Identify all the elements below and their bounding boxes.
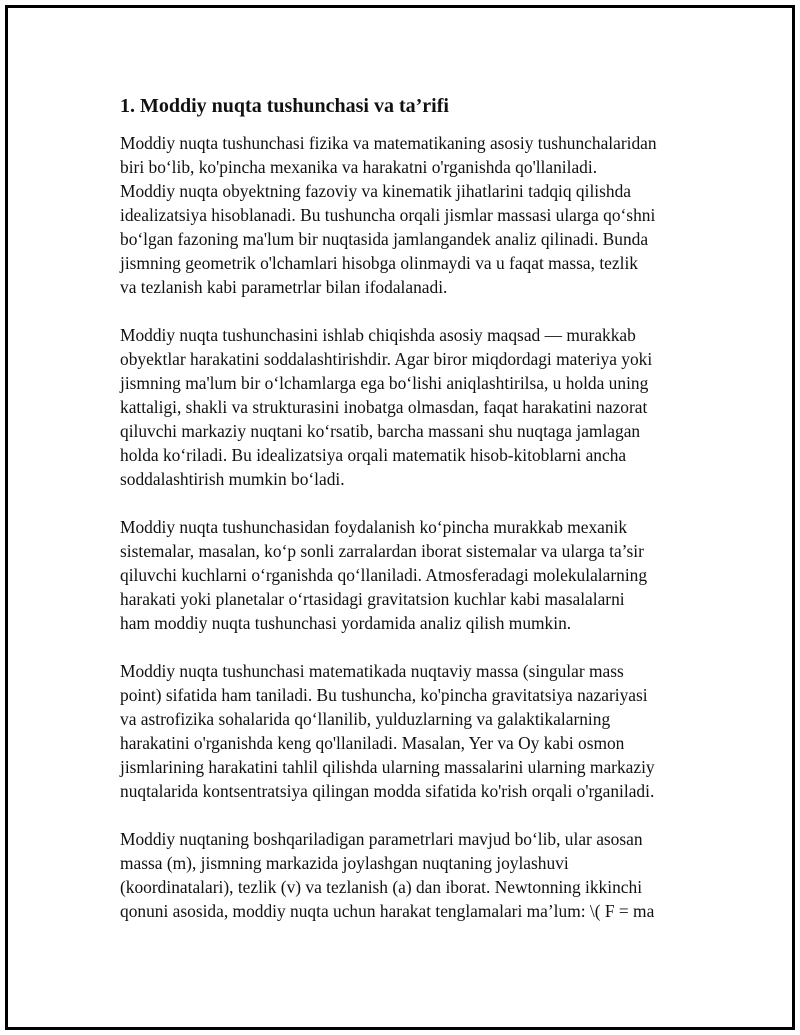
page-frame xyxy=(5,5,795,1030)
paragraph-5: Moddiy nuqtaning boshqariladigan parametrlari mavjud bo‘lib, ular asosan massa (m), jismning markazida joylashgan nuqtaning joylashuvi (koordinatalari), tezlik (v) va tezlanish (a) dan iborat. Newtonning ikkinchi qonuni asosida, moddiy nuqta uchun harakat tenglamalari ma’lum: \( F = ma xyxy=(120,829,655,921)
document-body xyxy=(120,92,695,947)
paragraph-3: Moddiy nuqta tushunchasidan foydalanish ko‘pincha murakkab mexanik sistemalar, masalan, ko‘p sonli zarralardan iborat sistemalar va ularga ta’sir qiluvchi kuchlarni o‘rganishda qo‘llaniladi. Atmosferadagi molekulalarning harakati yoki planetalar o‘rtasidagi gravitatsion kuchlar kabi masalalarni ham moddiy nuqta tushunchasi yordamida analiz qilish mumkin. xyxy=(120,517,648,633)
paragraph-1: Moddiy nuqta tushunchasi fizika va matematikaning asosiy tushunchalaridan biri bo‘lib, ko'pincha mexanika va harakatni o'rganishda qo'llaniladi. Moddiy nuqta obyektning fazoviy va kinematik jihatlarini tadqiq qilishda idealizatsiya hisoblanadi. Bu tushuncha orqali jismlar massasi ularga qo‘shni bo‘lgan fazoning ma'lum bir nuqtasida jamlangandek analiz qilinadi. Bunda jismning geometrik o'lchamlari hisobga olinmaydi va u faqat massa, tezlik va tezlanish kabi parametrlar bilan ifodalanadi. xyxy=(120,133,657,297)
section-heading: 1. Moddiy nuqta tushunchasi va ta’rifi xyxy=(120,95,449,117)
paragraph-2: Moddiy nuqta tushunchasini ishlab chiqishda asosiy maqsad — murakkab obyektlar harakatini soddalashtirishdir. Agar biror miqdordagi materiya yoki jismning ma'lum bir o‘lchamlarga ega bo‘lishi aniqlashtirilsa, u holda uning kattaligi, shakli va strukturasini inobatga olmasdan, faqat harakatini nazorat qiluvchi markaziy nuqtani ko‘rsatib, barcha massani shu nuqtaga jamlagan holda ko‘riladi. Bu idealizatsiya orqali matematik hisob-kitoblarni ancha soddalashtirish mumkin bo‘ladi. xyxy=(120,325,653,489)
paragraph-4: Moddiy nuqta tushunchasi matematikada nuqtaviy massa (singular mass point) sifatida ham taniladi. Bu tushuncha, ko'pincha gravitatsiya nazariyasi va astrofizika sohalarida qo‘llanilib, yulduzlarning va galaktikalarning harakatini o'rganishda keng qo'llaniladi. Masalan, Yer va Oy kabi osmon jismlarining harakatini tahlil qilishda ularning massalarini ularning markaziy nuqtalarida kontsentratsiya qilingan modda sifatida ko'rish orqali o'rganiladi. xyxy=(120,661,655,801)
